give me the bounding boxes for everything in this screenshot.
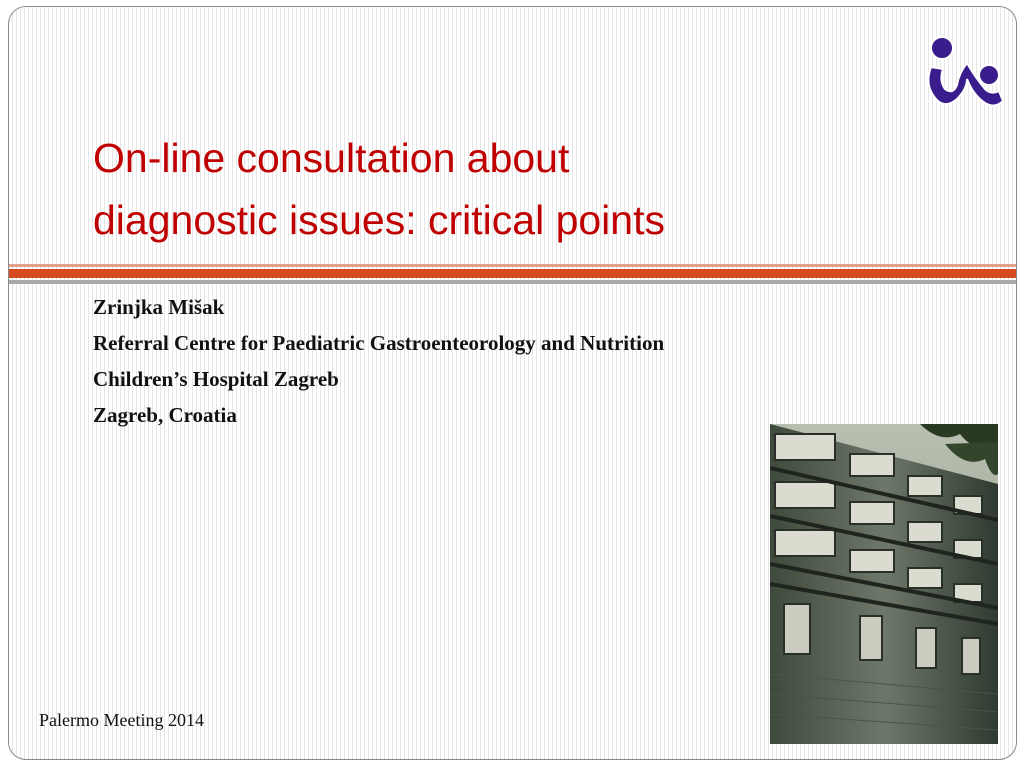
hospital-building-photo [770,424,998,744]
author-hospital: Children’s Hospital Zagreb [93,367,339,391]
title-line-2: diagnostic issues: critical points [93,197,665,243]
slide [8,6,1017,760]
author-name: Zrinjka Mišak [93,295,225,319]
hospital-logo [921,29,1011,121]
divider-rule-accent [9,269,1016,278]
title-line-1: On-line consultation about [93,135,570,181]
divider-rule-light [9,264,1016,267]
divider-rule-grey [9,280,1016,284]
author-block [93,289,664,433]
author-location: Zagreb, Croatia [93,403,237,427]
author-affiliation: Referral Centre for Paediatric Gastroenteorology and Nutrition [93,331,665,355]
footer-text: Palermo Meeting 2014 [39,710,204,730]
slide-title [93,127,873,251]
